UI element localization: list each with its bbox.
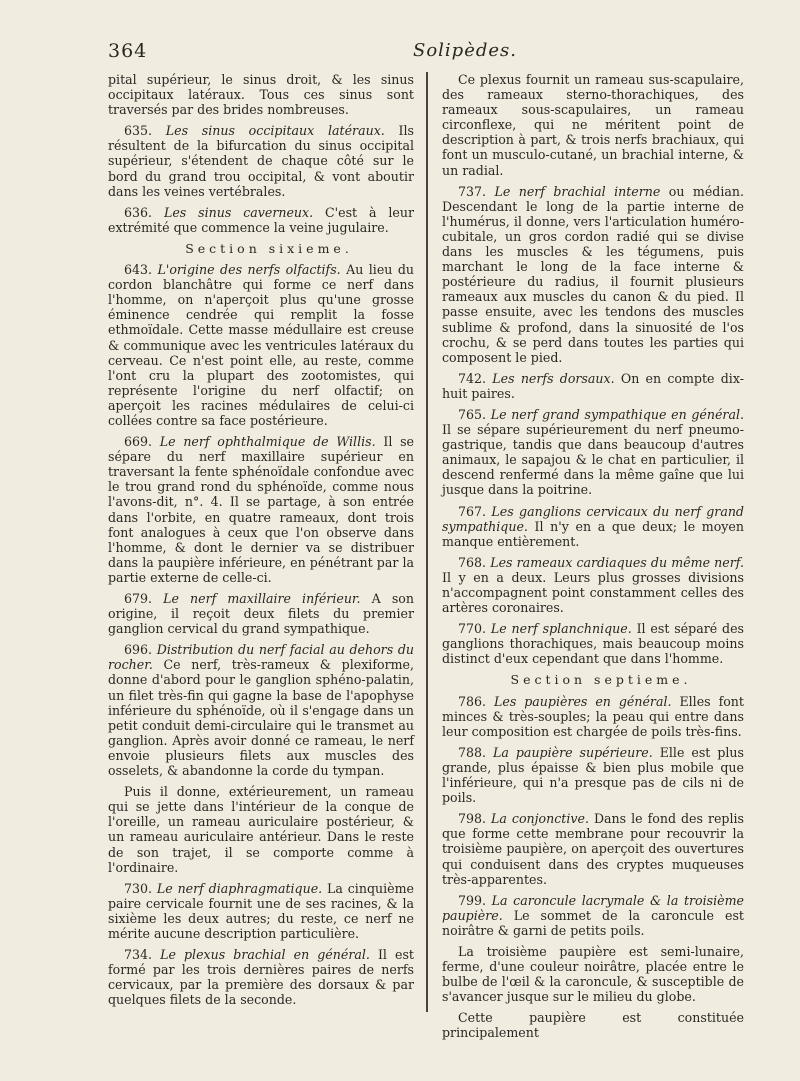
column-divider [426,72,428,1012]
paragraph: Ce plexus fournit un rameau sus-scapulaire, des rameaux sterno-thorachiques, des rameaux sous-scapulaires, un rameau circonflexe, qui ne méritent point de description à part, & trois nerfs brachiaux, qui font un musculo-cutané, un brachial interne, & un radial. [442,72,744,178]
paragraph: Cette paupière est constituée principalement [442,1010,744,1041]
paragraph: 742. Les nerfs dorsaux. On en compte dix-huit paires. [442,370,744,401]
paragraph: Puis il donne, extérieurement, un rameau qui se jette dans l'intérieur de la conque de l'oreille, un rameau auriculaire postérieur, & un rameau auriculaire antérieur. Dans le reste de son trajet, il se comporte comme à l'ordinaire. [108,784,414,875]
paragraph: 730. Le nerf diaphragmatique. La cinquième paire cervicale fournit une de ses racines, & la sixième les deux autres; du reste, ce nerf ne mérite aucune description particulière. [108,880,414,941]
paragraph: 737. Le nerf brachial interne ou médian. Descendant le long de la partie interne de l'humérus, il donne, vers l'articulation huméro-cubitale, un gros cordon radié qui se divise dans les muscles & les tégumens, puis marchant le long de la face interne & postérieure du radius, il fournit plusieurs rameaux aux muscles du canon & du pied. Il passe ensuite, avec les tendons des muscles sublime & profond, dans la sinuosité de l'os crochu, & se perd dans toutes les parties qui composent le pied. [442,183,744,365]
paragraph: 770. Le nerf splanchnique. Il est séparé des ganglions thorachiques, mais beaucoup moins distinct d'eux cependant que dans l'homme. [442,621,744,667]
paragraph: 786. Les paupières en général. Elles font minces & très-souples; la peau qui entre dans leur composition est chargée de poils très-fins. [442,693,744,739]
paragraph: pital supérieur, le sinus droit, & les sinus occipitaux latéraux. Tous ces sinus sont traversés par des brides nombreuses. [108,72,414,118]
paragraph: 765. Le nerf grand sympathique en général. Il se sépare supérieurement du nerf pneumo-gastrique, tandis que dans beaucoup d'autres animaux, le sapajou & le chat en particulier, il descend renfermé dans la même gaîne que lui jusque dans la poitrine. [442,406,744,498]
paragraph: 799. La caroncule lacrymale & la troisième paupière. Le sommet de la caroncule est noirâtre & garni de petits poils. [442,892,744,938]
left-column [108,72,414,1013]
paragraph: 788. La paupière supérieure. Elle est plus grande, plus épaisse & bien plus mobile que l'inférieure, qui n'a presque pas de cils ni de poils. [442,744,744,806]
paragraph: 734. Le plexus brachial en général. Il est formé par les trois dernières paires de nerfs cervicaux, par la première des dorsaux & par quelques filets de la seconde. [108,947,414,1008]
section-heading: Section septieme. [510,672,692,688]
paragraph: 798. La conjonctive. Dans le fond des replis que forme cette membrane pour recouvrir la troisième paupière, on aperçoit des ouvertures qui conduisent dans des cryptes muqueuses très-apparentes. [442,811,745,887]
paragraph: 768. Les rameaux cardiaques du même nerf. Il y en a deux. Leurs plus grosses divisions n'accompagnent point constamment celles des artères coronaires. [442,554,744,616]
section-heading: Section sixieme. [185,240,353,256]
paragraph: 696. Distribution du nerf facial au dehors du rocher. Ce nerf, très-rameux & plexiforme, donne d'abord pour le ganglion sphéno-palatin, un filet très-fin qui gagne la base de l'apophyse inférieure du sphénoïde, où il s'engage dans un petit conduit demi-circulaire qui le transmet au ganglion. Après avoir donné ce rameau, le nerf envoie plusieurs filets aux muscles des osselets, & abandonne la corde du tympan. [108,642,414,779]
right-column [442,72,744,1047]
page-number: 364 [108,40,148,62]
paragraph: 635. Les sinus occipitaux latéraux. Ils résultent de la bifurcation du sinus occipital supérieur, s'étendent de chaque côté sur le bord du grand trou occipital, & vont aboutir dans les veines vertébrales. [108,123,414,199]
paragraph: La troisième paupière est semi-lunaire, ferme, d'une couleur noirâtre, placée entre le bulbe de l'œil & la caroncule, & susceptible de s'avancer jusque sur le milieu du globe. [442,943,744,1005]
paragraph: 767. Les ganglions cervicaux du nerf grand sympathique. Il n'y en a que deux; le moyen manque entièrement. [442,503,744,549]
paragraph: 636. Les sinus caverneux. C'est à leur extrémité que commence la veine jugulaire. [108,204,414,235]
running-title: Solipèdes. [413,40,517,61]
paragraph: 669. Le nerf ophthalmique de Willis. Il se sépare du nerf maxillaire supérieur en traversant la fente sphénoïdale confondue avec le trou grand rond du sphénoïde, comme nous l'avons-dit, n°. 4. Il se partage, à son entrée dans l'orbite, en quatre rameaux, dont trois font analogues à ceux que l'on observe dans l'homme, & dont le dernier va se distribuer dans la paupière inférieure, en pénétrant par la partie externe de celle-ci. [108,434,414,585]
paragraph: 643. L'origine des nerfs olfactifs. Au lieu du cordon blanchâtre qui forme ce nerf dans l'homme, on n'aperçoit plus qu'une grosse éminence cendrée qui remplit la fosse ethmoïdale. Cette masse médullaire est creuse & communique avec les ventricules latéraux du cerveau. Ce n'est point elle, au reste, comme l'ont cru la plupart des zootomistes, qui représente l'origine du nerf olfactif; on aperçoit les racines médulaires de celui-ci collées contre sa face postérieure. [108,262,414,428]
paragraph: 679. Le nerf maxillaire inférieur. A son origine, il reçoit deux filets du premier ganglion cervical du grand sympathique. [108,591,414,637]
running-header [108,40,748,66]
